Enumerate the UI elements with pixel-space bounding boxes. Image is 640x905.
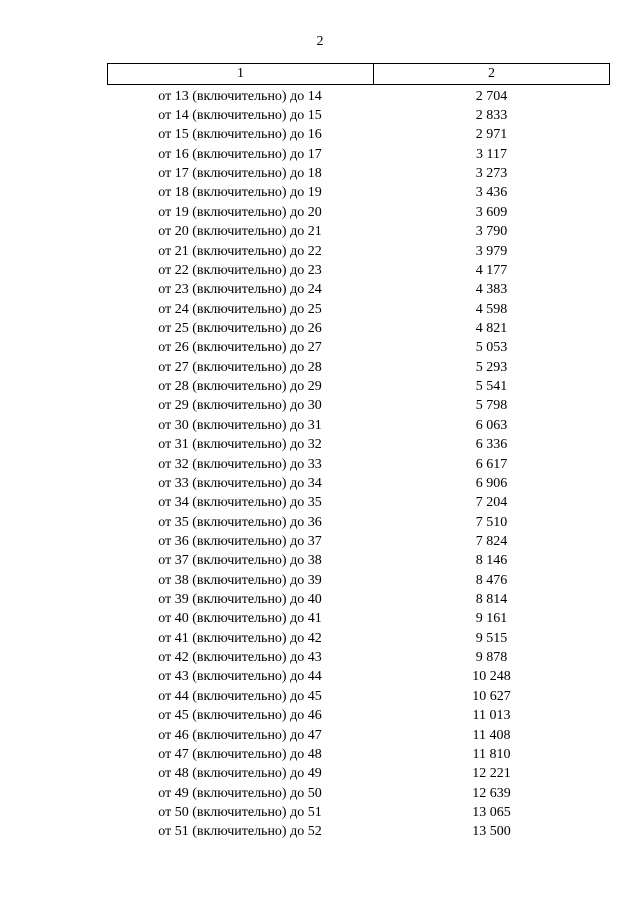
value-cell: 2 833 [475, 108, 508, 124]
value-cell: 7 204 [475, 495, 508, 511]
table-row [107, 745, 610, 764]
value-cell: 7 824 [475, 533, 508, 549]
table-row [107, 319, 610, 338]
range-cell: от 15 (включительно) до 16 [158, 127, 322, 143]
table-row [107, 435, 610, 454]
range-cell: от 22 (включительно) до 23 [158, 262, 322, 278]
value-cell: 4 598 [475, 301, 508, 317]
range-cell: от 44 (включительно) до 45 [158, 688, 322, 704]
value-cell: 10 627 [472, 688, 511, 704]
value-cell: 3 790 [475, 224, 508, 240]
table-row [107, 494, 610, 513]
value-cell: 5 053 [475, 340, 508, 356]
table-row [107, 203, 610, 222]
value-cell: 12 639 [472, 785, 511, 801]
range-cell: от 51 (включительно) до 52 [158, 824, 322, 840]
value-cell: 5 293 [475, 359, 508, 375]
range-cell: от 32 (включительно) до 33 [158, 456, 322, 472]
range-cell: от 41 (включительно) до 42 [158, 630, 322, 646]
table-row [107, 648, 610, 667]
value-cell: 6 617 [475, 456, 508, 472]
value-cell: 11 408 [472, 727, 511, 743]
table-row [107, 126, 610, 145]
table-header [107, 63, 610, 85]
table-row [107, 281, 610, 300]
table-row [107, 184, 610, 203]
table-row [107, 610, 610, 629]
table-row [107, 823, 610, 842]
table-row [107, 164, 610, 183]
value-cell: 6 063 [475, 417, 508, 433]
range-cell: от 23 (включительно) до 24 [158, 282, 322, 298]
range-cell: от 33 (включительно) до 34 [158, 475, 322, 491]
range-cell: от 14 (включительно) до 15 [158, 108, 322, 124]
value-cell: 9 161 [475, 611, 508, 627]
table-row [107, 590, 610, 609]
value-cell: 4 177 [475, 262, 508, 278]
range-cell: от 36 (включительно) до 37 [158, 533, 322, 549]
value-cell: 3 117 [476, 146, 507, 162]
table-row [107, 377, 610, 396]
value-cell: 6 336 [475, 437, 508, 453]
value-cell: 9 878 [475, 650, 508, 666]
range-cell: от 49 (включительно) до 50 [158, 785, 322, 801]
column-header-1: 1 [108, 64, 374, 84]
table-row [107, 687, 610, 706]
value-cell: 8 814 [475, 592, 508, 608]
table-row [107, 358, 610, 377]
table-row [107, 261, 610, 280]
value-cell: 10 248 [472, 669, 511, 685]
table-row [107, 571, 610, 590]
range-cell: от 18 (включительно) до 19 [158, 185, 322, 201]
range-cell: от 16 (включительно) до 17 [158, 146, 322, 162]
range-cell: от 48 (включительно) до 49 [158, 766, 322, 782]
range-cell: от 50 (включительно) до 51 [158, 804, 322, 820]
table-row [107, 552, 610, 571]
range-cell: от 20 (включительно) до 21 [158, 224, 322, 240]
range-cell: от 47 (включительно) до 48 [158, 746, 322, 762]
value-cell: 6 906 [475, 475, 508, 491]
value-cell: 3 436 [475, 185, 508, 201]
value-cell: 5 798 [475, 398, 508, 414]
value-cell: 4 383 [475, 282, 508, 298]
table-row [107, 784, 610, 803]
value-cell: 7 510 [475, 514, 508, 530]
range-cell: от 13 (включительно) до 14 [158, 88, 322, 104]
range-cell: от 45 (включительно) до 46 [158, 708, 322, 724]
range-cell: от 27 (включительно) до 28 [158, 359, 322, 375]
range-cell: от 40 (включительно) до 41 [158, 611, 322, 627]
range-cell: от 37 (включительно) до 38 [158, 553, 322, 569]
range-cell: от 31 (включительно) до 32 [158, 437, 322, 453]
range-cell: от 34 (включительно) до 35 [158, 495, 322, 511]
value-cell: 12 221 [472, 766, 511, 782]
range-cell: от 25 (включительно) до 26 [158, 320, 322, 336]
value-cell: 13 065 [472, 804, 511, 820]
table-body [107, 87, 610, 842]
table-row [107, 474, 610, 493]
range-cell: от 26 (включительно) до 27 [158, 340, 322, 356]
column-header-2: 2 [488, 66, 495, 81]
table-row [107, 339, 610, 358]
range-cell: от 21 (включительно) до 22 [158, 243, 322, 259]
value-cell: 8 476 [475, 572, 508, 588]
table-row [107, 765, 610, 784]
page-number: 2 [316, 34, 324, 49]
table-row [107, 397, 610, 416]
table-row [107, 707, 610, 726]
table-row [107, 416, 610, 435]
table-row [107, 803, 610, 822]
table-row [107, 300, 610, 319]
range-cell: от 17 (включительно) до 18 [158, 166, 322, 182]
value-cell: 4 821 [475, 320, 508, 336]
value-cell: 2 971 [475, 127, 508, 143]
value-cell: 5 541 [475, 379, 508, 395]
value-cell: 2 704 [475, 88, 508, 104]
value-cell: 8 146 [475, 553, 508, 569]
range-cell: от 39 (включительно) до 40 [158, 592, 322, 608]
table-row [107, 242, 610, 261]
table-row [107, 532, 610, 551]
table-row [107, 87, 610, 106]
table-row [107, 668, 610, 687]
range-cell: от 46 (включительно) до 47 [158, 727, 322, 743]
range-cell: от 43 (включительно) до 44 [158, 669, 322, 685]
table-row [107, 455, 610, 474]
range-cell: от 35 (включительно) до 36 [158, 514, 322, 530]
range-cell: от 19 (включительно) до 20 [158, 204, 322, 220]
value-cell: 3 273 [475, 166, 508, 182]
range-cell: от 29 (включительно) до 30 [158, 398, 322, 414]
range-cell: от 28 (включительно) до 29 [158, 379, 322, 395]
range-cell: от 24 (включительно) до 25 [158, 301, 322, 317]
table-row [107, 145, 610, 164]
table-row [107, 106, 610, 125]
value-cell: 13 500 [472, 824, 511, 840]
table-row [107, 223, 610, 242]
value-cell: 3 609 [475, 204, 508, 220]
value-cell: 3 979 [475, 243, 508, 259]
value-cell: 11 810 [472, 746, 511, 762]
table-row [107, 513, 610, 532]
value-cell: 11 013 [472, 708, 511, 724]
range-cell: от 38 (включительно) до 39 [158, 572, 322, 588]
table-row [107, 629, 610, 648]
table-row [107, 726, 610, 745]
value-cell: 9 515 [475, 630, 508, 646]
range-cell: от 30 (включительно) до 31 [158, 417, 322, 433]
range-cell: от 42 (включительно) до 43 [158, 650, 322, 666]
